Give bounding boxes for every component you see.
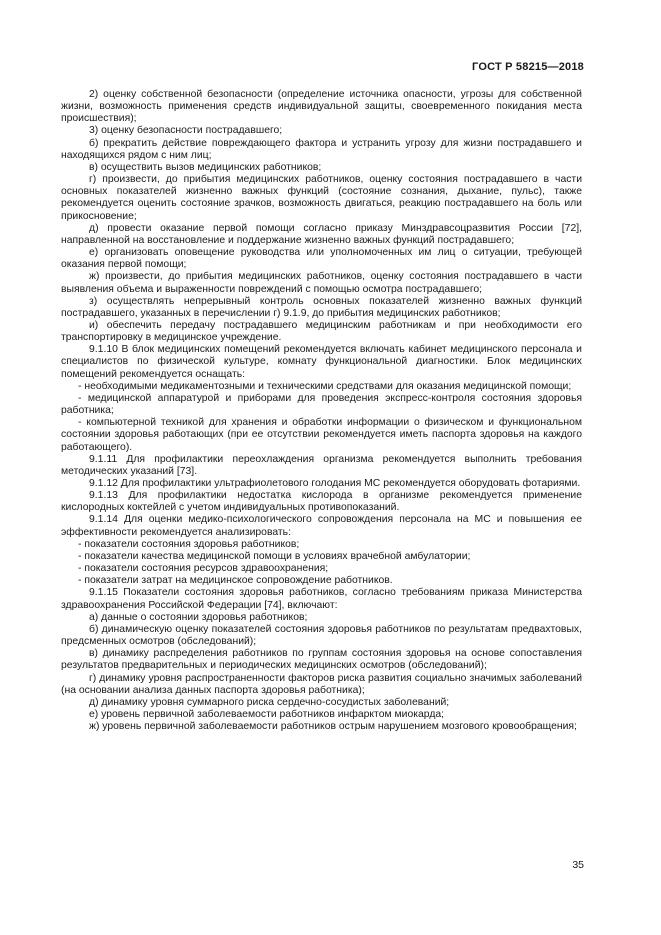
page-number: 35	[572, 859, 584, 871]
paragraph: 9.1.13 Для профилактики недостатка кислорода в организме рекомендуется применение кислородных коктейлей с учетом индивидуальных противопоказаний.	[61, 490, 582, 514]
list-item: - показатели затрат на медицинское сопровождение работников.	[78, 575, 393, 587]
paragraph: г) произвести, до прибытия медицинских работников, оценку состояния пострадавшего в части основных показателей жизненно важных функций (состояние сознания, дыхание, пульс), также рекомендуется оценить состояние зрачков, возможность двигаться, реакцию пострадавшего на боль или прикосновение;	[61, 174, 582, 222]
list-item: - показатели состояния ресурсов здравоохранения;	[78, 563, 329, 575]
paragraph: а) данные о состоянии здоровья работников;	[89, 611, 308, 623]
paragraph: 9.1.11 Для профилактики переохлаждения организма рекомендуется выполнить требования методических указаний [73].	[61, 453, 582, 477]
document-body	[61, 89, 582, 733]
list-item: - медицинской аппаратурой и приборами для проведения экспресс-контроля состояния здоровья работника;	[61, 392, 582, 417]
paragraph: д) провести оказание первой помощи согласно приказу Минздравсоцразвития России [72], направленной на восстановление и поддержание жизненно важных функций пострадавшего;	[61, 222, 582, 246]
standard-header: ГОСТ Р 58215—2018	[472, 61, 584, 73]
paragraph: в) динамику распределения работников по группам состояния здоровья на основе сопоставления результатов предварительных и периодических медицинских осмотров (обследований);	[61, 648, 582, 672]
list-item: - необходимыми медикаментозными и техническими средствами для оказания медицинской помощи;	[78, 380, 572, 392]
paragraph: 3) оценку безопасности пострадавшего;	[89, 125, 283, 137]
paragraph: е) уровень первичной заболеваемости работников инфарктом миокарда;	[89, 708, 445, 720]
paragraph: д) динамику уровня суммарного риска сердечно-сосудистых заболеваний;	[89, 696, 450, 708]
paragraph: 2) оценку собственной безопасности (определение источника опасности, угрозы для собственной жизни, возможность применения средств индивидуальной защиты, своевременного покидания места происшествия);	[61, 89, 582, 125]
paragraph: б) прекратить действие повреждающего фактора и устранить угрозу для жизни пострадавшего и находящихся рядом с ним лиц;	[61, 137, 582, 161]
paragraph: г) динамику уровня распространенности факторов риска развития социально значимых заболеваний (на основании анализа данных паспорта здоровья работника);	[61, 672, 582, 696]
list-item: - показатели состояния здоровья работников;	[78, 538, 300, 550]
paragraph: и) обеспечить передачу пострадавшего медицинским работникам и при необходимости его транспортировку в медицинское учреждение.	[61, 319, 582, 344]
paragraph: е) организовать оповещение руководства или уполномоченных им лиц о ситуации, требующей оказания первой помощи;	[61, 247, 582, 271]
paragraph: ж) уровень первичной заболеваемости работников острым нарушением мозгового кровообращения;	[89, 721, 577, 733]
list-item: - показатели качества медицинской помощи в условиях врачебной амбулатории;	[78, 550, 471, 562]
paragraph: 9.1.15 Показатели состояния здоровья работников, согласно требованиям приказа Министерства здравоохранения Российской Федерации [74], включают:	[61, 587, 582, 611]
paragraph: б) динамическую оценку показателей состояния здоровья работников по результатам предвахтовых, предсменных осмотров (обследований);	[61, 623, 582, 648]
paragraph: з) осуществлять непрерывный контроль основных показателей жизненно важных функций пострадавшего, указанных в перечислении г) 9.1.9, до прибытия медицинских работников;	[61, 295, 582, 319]
list-item: - компьютерной техникой для хранения и обработки информации о физическом и функциональном состоянии здоровья работающих (при ее отсутствии рекомендуется иметь паспорта здоровья на каждого работающего).	[61, 417, 582, 453]
paragraph: 9.1.14 Для оценки медико-психологического сопровождения персонала на МС и повышения ее эффективности рекомендуется анализировать:	[61, 514, 582, 538]
paragraph: 9.1.10 В блок медицинских помещений рекомендуется включать кабинет медицинского персонала и специалистов по физической культуре, комнату функциональной диагностики. Блок медицинских помещений рекомендуется оснащать:	[61, 344, 582, 380]
paragraph: ж) произвести, до прибытия медицинских работников, оценку состояния пострадавшего в части выявления объема и выраженности повреждений с помощью осмотра пострадавшего;	[61, 271, 582, 295]
paragraph: в) осуществить вызов медицинских работников;	[89, 161, 322, 173]
paragraph: 9.1.12 Для профилактики ультрафиолетового голодания МС рекомендуется оборудовать фотариями.	[89, 478, 581, 489]
